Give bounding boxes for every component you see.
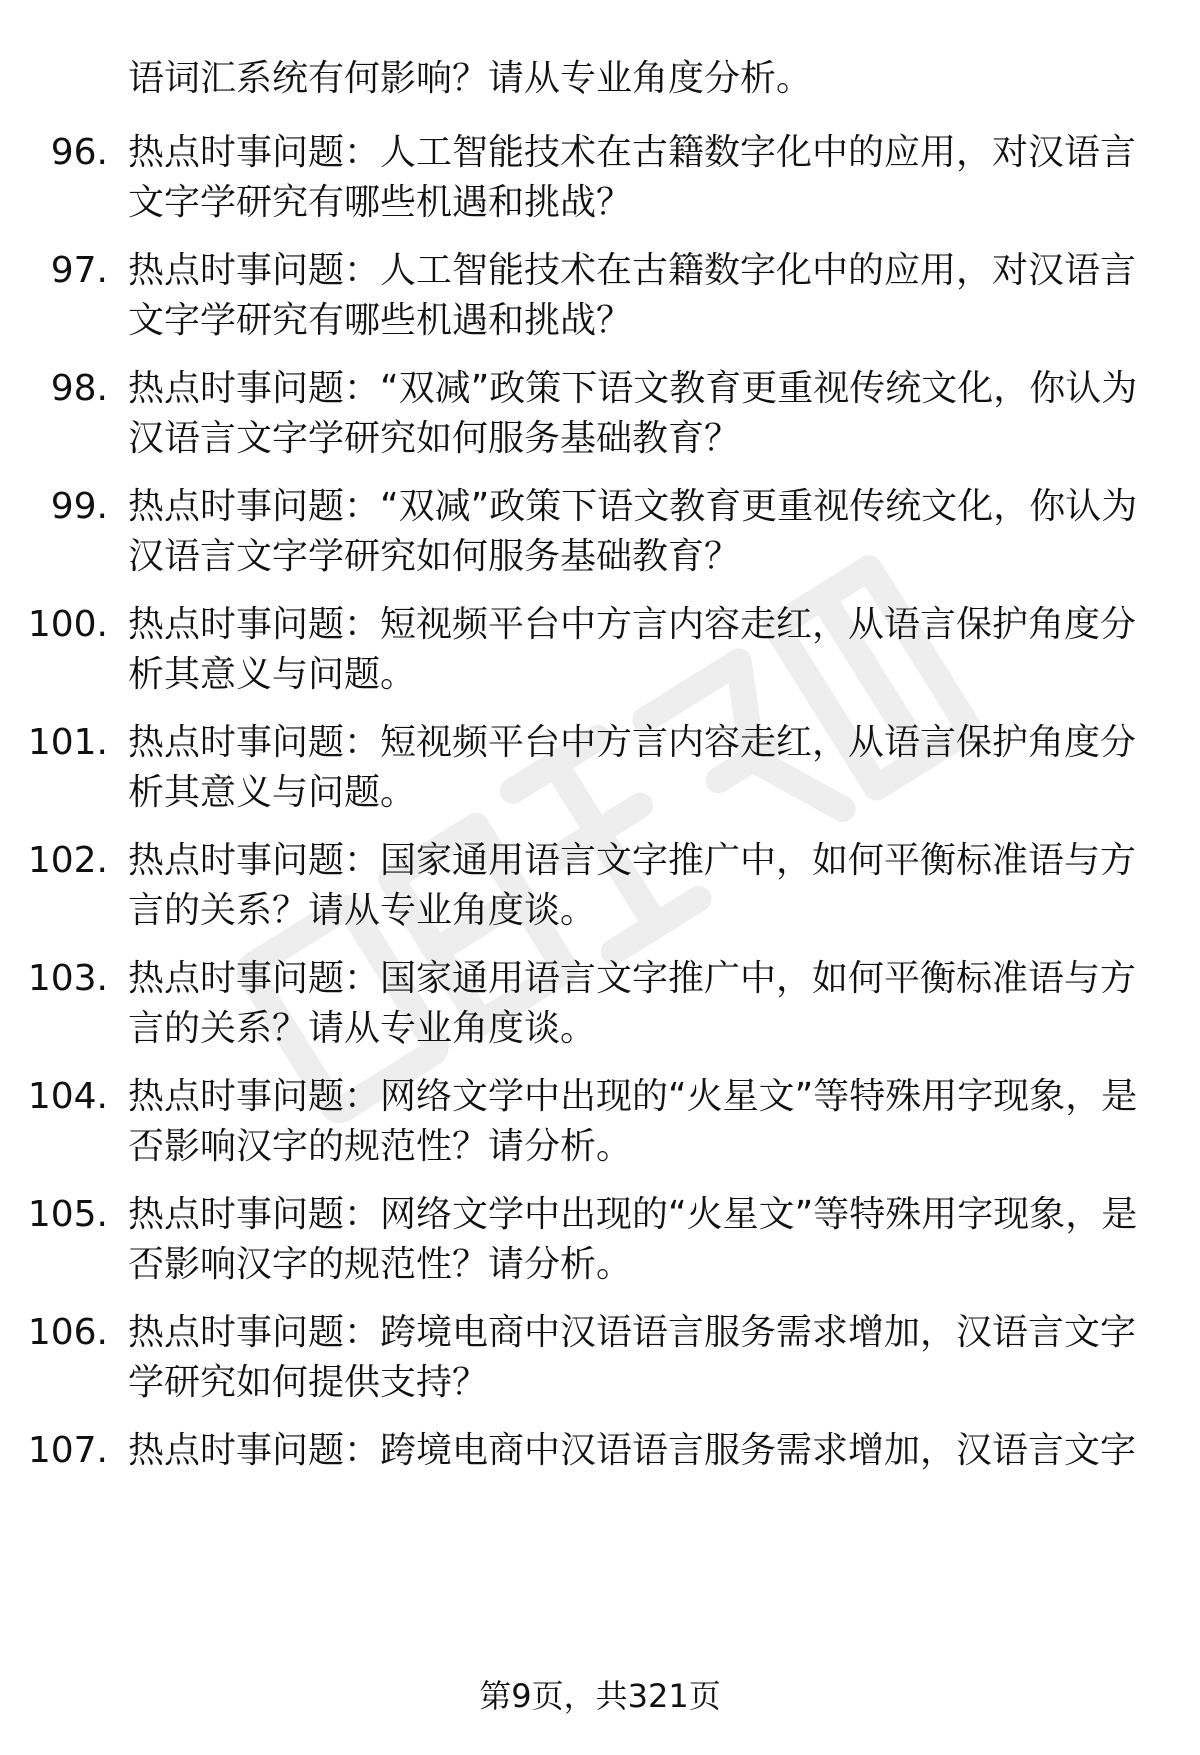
item-text: 热点时事问题：“双减”政策下语文教育更重视传统文化，你认为汉语言文字学研究如何服务基础教育？ xyxy=(128,486,1138,577)
item-number: 102. xyxy=(27,840,108,881)
item-number: 103. xyxy=(27,958,108,999)
item-text: 热点时事问题：跨境电商中汉语语言服务需求增加，汉语言文字学研究如何提供支持？ xyxy=(128,1312,1137,1403)
item-text: 热点时事问题：网络文学中出现的“火星文”等特殊用字现象，是否影响汉字的规范性？请分析。 xyxy=(128,1194,1138,1285)
item-text: 热点时事问题：短视频平台中方言内容走红，从语言保护角度分析其意义与问题。 xyxy=(128,604,1137,695)
item-number: 97. xyxy=(50,250,108,291)
item-number: 96. xyxy=(50,132,108,173)
continuation-text: 语词汇系统有何影响？请从专业角度分析。 xyxy=(128,58,813,99)
item-text: 热点时事问题：人工智能技术在古籍数字化中的应用，对汉语言文字学研究有哪些机遇和挑战？ xyxy=(128,132,1137,223)
item-number: 98. xyxy=(50,368,108,409)
item-number: 107. xyxy=(27,1430,108,1471)
item-text: 热点时事问题：国家通用语言文字推广中，如何平衡标准语与方言的关系？请从专业角度谈。 xyxy=(128,958,1137,1049)
page-footer: 第9页，共321页 xyxy=(479,1677,721,1715)
item-number: 105. xyxy=(27,1194,108,1235)
item-text: 热点时事问题：短视频平台中方言内容走红，从语言保护角度分析其意义与问题。 xyxy=(128,722,1137,813)
item-text: 热点时事问题：国家通用语言文字推广中，如何平衡标准语与方言的关系？请从专业角度谈。 xyxy=(128,840,1137,931)
item-number: 100. xyxy=(27,604,108,645)
item-text: 热点时事问题：“双减”政策下语文教育更重视传统文化，你认为汉语言文字学研究如何服务基础教育？ xyxy=(128,368,1138,459)
item-number: 106. xyxy=(27,1312,108,1353)
item-number: 101. xyxy=(27,722,108,763)
item-number: 99. xyxy=(50,486,108,527)
item-text: 热点时事问题：网络文学中出现的“火星文”等特殊用字现象，是否影响汉字的规范性？请分析。 xyxy=(128,1076,1138,1167)
item-text: 热点时事问题：跨境电商中汉语语言服务需求增加，汉语言文字 xyxy=(128,1430,1137,1471)
item-number: 104. xyxy=(27,1076,108,1117)
item-text: 热点时事问题：人工智能技术在古籍数字化中的应用，对汉语言文字学研究有哪些机遇和挑战？ xyxy=(128,250,1137,341)
